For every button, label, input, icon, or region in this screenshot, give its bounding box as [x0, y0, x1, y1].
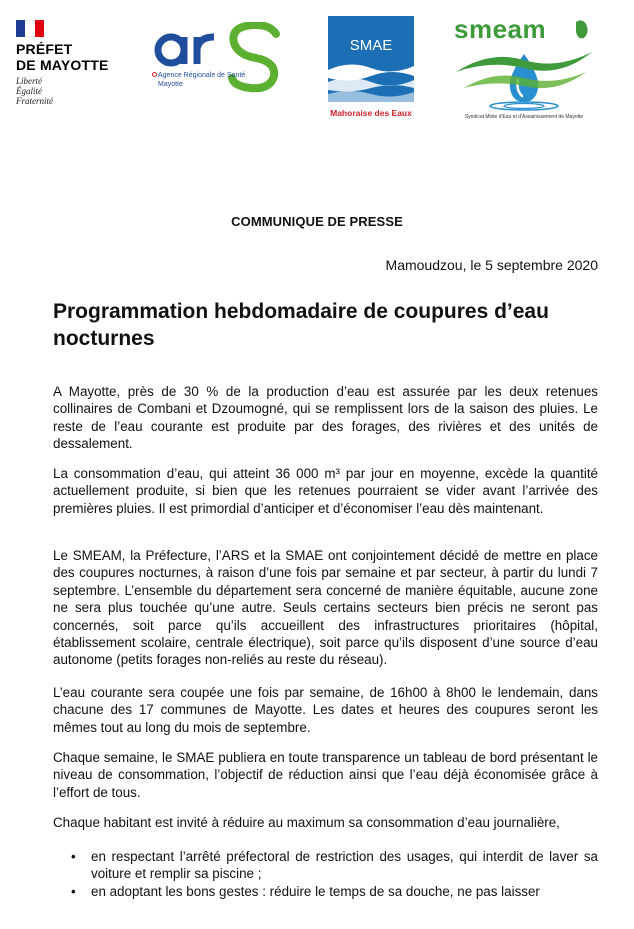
document-date: Mamoudzou, le 5 septembre 2020 — [385, 257, 598, 273]
bullet-list — [53, 848, 598, 900]
smae-logo — [326, 16, 416, 120]
ars-logo-region: Mayotte — [158, 81, 183, 88]
bullet-icon: • — [71, 849, 76, 864]
smeam-logo-caption: Syndicat Mixte d'Eau et d'Assainissement de Mayotte — [464, 114, 584, 120]
document-title: Programmation hebdomadaire de coupures d’eau nocturnes — [53, 300, 549, 350]
ars-logo-graphic — [152, 22, 282, 100]
bullet-item — [53, 883, 598, 900]
paragraph-1: A Mayotte, près de 30 % de la production d’eau est assurée par les deux retenues collinaires de Combani et Dzoumogné, qui se remplissent lors de la saison des pluies. Le reste de l’eau courante est produite par des forages, des rivières et des unités de dessalement. — [53, 384, 598, 452]
french-flag-icon — [16, 20, 44, 37]
bullet-icon: • — [71, 883, 76, 899]
press-release-heading: COMMUNIQUE DE PRESSE — [231, 214, 403, 229]
smae-logo-graphic — [326, 16, 416, 120]
paragraph-6: Chaque habitant est invité à réduire au maximum sa consommation d’eau journalière, — [53, 815, 560, 830]
paragraph-2: La consommation d’eau, qui atteint 36 000 m³ par jour en moyenne, excède la quantité actuellement produite, si bien que les retenues pourraient se vider avant l’arrivée des premières pluies. Il est primordial d’anticiper et d’économiser l’eau dès maintenant. — [53, 466, 598, 516]
ars-logo — [152, 22, 282, 100]
paragraph-4: L’eau courante sera coupée une fois par semaine, de 16h00 à 8h00 le lendemain, dans chacune des 17 communes de Mayotte. Les dates et heures des coupures seront les mêmes tout au long du mois de septembre. — [53, 685, 598, 735]
paragraph-5: Chaque semaine, le SMAE publiera en toute transparence un tableau de bord présentant le niveau de consommation, l’objectif de réduction ainsi que l’eau déjà économisée grâce à l’effort de tous. — [53, 750, 598, 800]
bullet-text: en respectant l’arrêté préfectoral de restriction des usages, qui interdit de laver sa voiture et remplir sa piscine ; — [91, 849, 598, 882]
paragraph-3: Le SMEAM, la Préfecture, l’ARS et la SMAE ont conjointement décidé de mettre en place des coupures nocturnes, à raison d’une fois par semaine et par secteur, à partir du lundi 7 septembre. L’ensemble du département sera concerné de manière équitable, aucune zone ne sera plus touchée qu’une autre. Seuls certains secteurs bien précis ne seront pas concernés, soit parce qu’ils accueillent des infrastructures prioritaires (hôpital, établissement scolaire, centrale électrique), soit parce qu’ils disposent d’une source d’eau autonome (petits forages non-reliés au reste du réseau). — [53, 548, 598, 668]
smae-logo-caption: Mahoraise des Eaux — [330, 108, 412, 118]
prefet-logo-motto: Liberté Égalité Fraternité — [16, 76, 53, 106]
smeam-logo — [450, 14, 600, 122]
prefet-de-mayotte-logo — [8, 20, 128, 112]
smae-logo-wordmark: SMAE — [349, 37, 393, 54]
smeam-logo-wordmark: smeam — [454, 14, 547, 44]
bullet-item — [53, 848, 598, 883]
prefet-logo-title: PRÉFET DE MAYOTTE — [16, 41, 109, 73]
ars-logo-subtitle: Agence Régionale de Santé — [158, 72, 246, 79]
bullet-text: en adoptant les bons gestes : réduire le temps de sa douche, ne pas laisser — [91, 883, 540, 899]
smeam-logo-graphic — [450, 14, 600, 122]
